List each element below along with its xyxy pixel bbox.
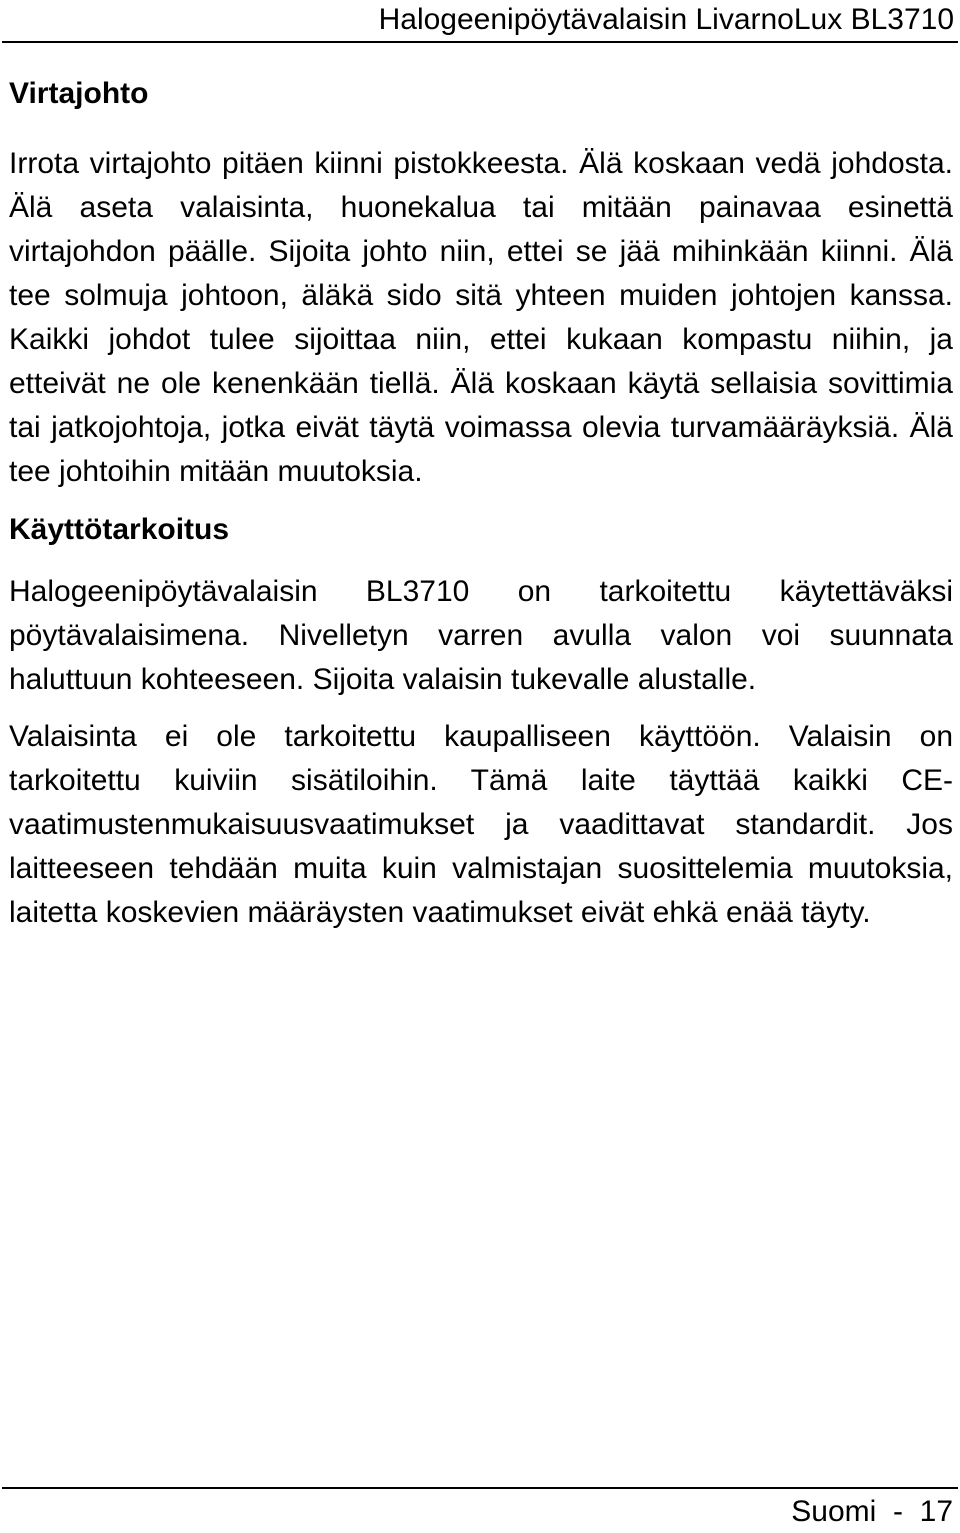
header-divider	[2, 41, 958, 43]
section-heading: Virtajohto	[9, 77, 149, 110]
running-header-title: Halogeenipöytävalaisin LivarnoLux BL3710	[378, 3, 954, 36]
section-paragraph: Halogeenipöytävalaisin BL3710 on tarkoitettu käytettäväksi pöytävalaisimena. Nivelletyn varren avulla valon voi suunnata haluttuun kohteeseen. Sijoita valaisin tukevalle alustalle.	[9, 575, 953, 696]
page-footer-label: Suomi - 17	[791, 1495, 953, 1528]
section-heading: Käyttötarkoitus	[9, 513, 230, 546]
footer-divider	[2, 1487, 958, 1489]
page-content	[9, 72, 953, 935]
section-paragraph: Irrota virtajohto pitäen kiinni pistokkeesta. Älä koskaan vedä johdosta. Älä aseta valaisinta, huonekalua tai mitään painavaa esinettä virtajohdon päälle. Sijoita johto niin, ettei se jää mihinkään kiinni. Älä tee solmuja johtoon, äläkä sido sitä yhteen muiden johtojen kanssa. Kaikki johdot tulee sijoittaa niin, ettei kukaan kompastu niihin, ja etteivät ne ole kenenkään tiellä. Älä koskaan käytä sellaisia sovittimia tai jatkojohtoja, jotka eivät täytä voimassa olevia turvamääräyksiä. Älä tee johtoihin mitään muutoksia.	[9, 147, 953, 488]
section-paragraph: Valaisinta ei ole tarkoitettu kaupalliseen käyttöön. Valaisin on tarkoitettu kuiviin sisätiloihin. Tämä laite täyttää kaikki CE-vaatimustenmukaisuusvaatimukset ja vaadittavat standardit. Jos laitteeseen tehdään muita kuin valmistajan suosittelemia muutoksia, laitetta koskevien määräysten vaatimukset eivät ehkä enää täyty.	[9, 720, 953, 929]
section-kayttotarkoitus	[9, 508, 953, 935]
section-virtajohto	[9, 72, 953, 494]
